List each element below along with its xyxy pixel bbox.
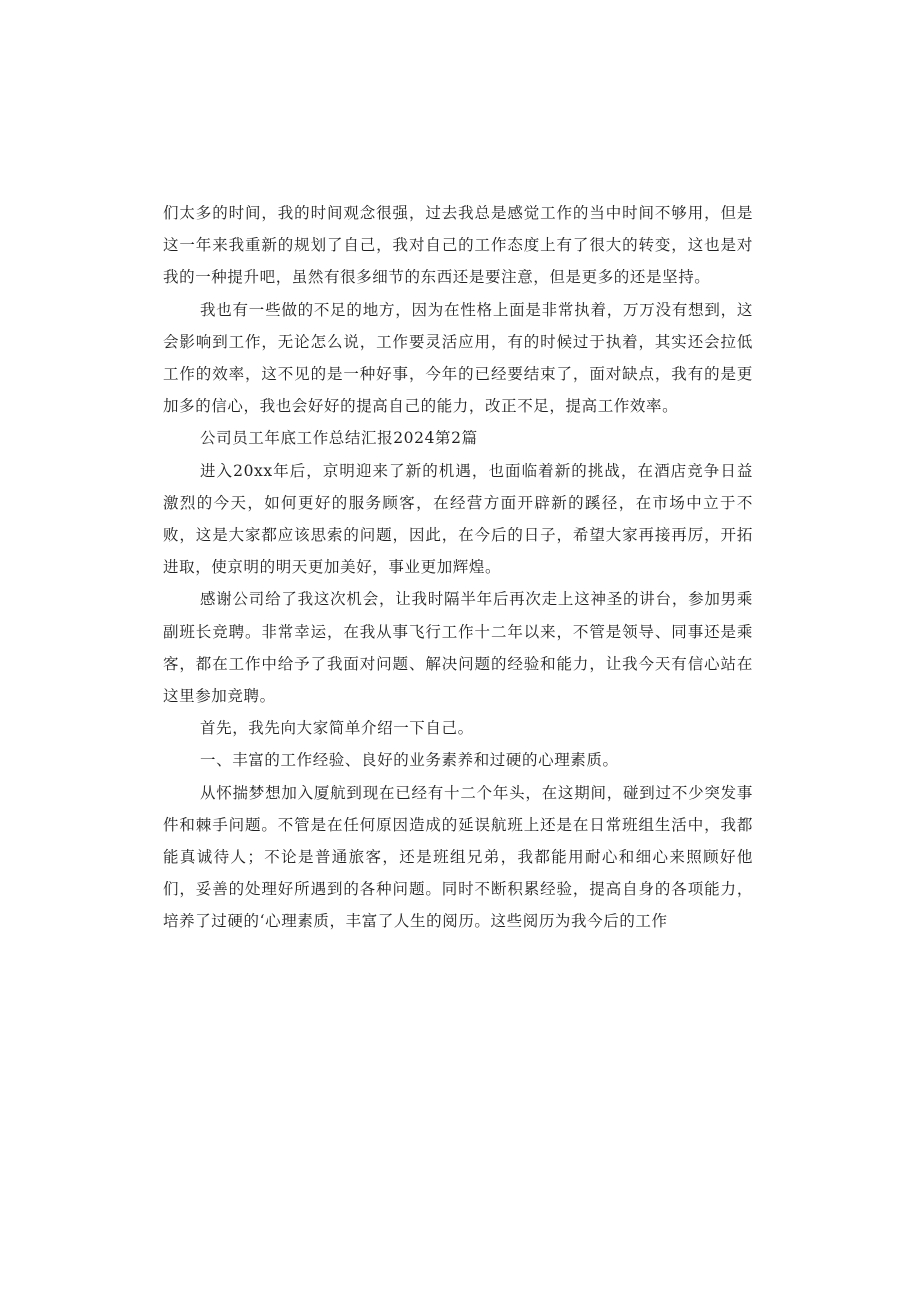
section-heading: 公司员工年底工作总结汇报2024第2篇: [200, 429, 478, 448]
paragraph-new-opportunities: 进入20xx年后，京明迎来了新的机遇，也面临着新的挑战，在酒店竞争日益激烈的今天，如何更好的服务顾客，在经营方面开辟新的蹊径，在市场中立于不败，这是大家都应该思索的问题，因此，在今后的日子，希望大家再接再厉，开拓进取，使京明的明天更加美好，事业更加辉煌。: [163, 461, 753, 577]
document-body: [163, 197, 753, 938]
paragraph-gratitude: 感谢公司给了我这次机会，让我时隔半年后再次走上这神圣的讲台，参加男乘副班长竞聘。非常幸运，在我从事飞行工作十二年以来，不管是领导、同事还是乘客，都在工作中给予了我面对问题、解决问题的经验和能力，让我今天有信心站在这里参加竞聘。: [163, 590, 753, 706]
paragraph-point-one: 一、丰富的工作经验、良好的业务素养和过硬的心理素质。: [200, 751, 619, 770]
paragraph-introduction: 首先，我先向大家简单介绍一下自己。: [200, 719, 474, 738]
paragraph-experience: 从怀揣梦想加入厦航到现在已经有十二个年头，在这期间，碰到过不少突发事件和棘手问题。不管是在任何原因造成的延误航班上还是在日常班组生活中，我都能真诚待人；不论是普通旅客，还是班组兄弟，我都能用耐心和细心来照顾好他们，妥善的处理好所遇到的各种问题。同时不断积累经验，提高自身的各项能力，培养了过硬的‘心理素质，丰富了人生的阅历。这些阅历为我今后的工作: [163, 783, 753, 931]
paragraph-shortcomings: 我也有一些做的不足的地方，因为在性格上面是非常执着，万万没有想到，这会影响到工作，无论怎么说，工作要灵活应用，有的时候过于执着，其实还会拉低工作的效率，这不见的是一种好事，今年的已经要结束了，面对缺点，我有的是更加多的信心，我也会好好的提高自己的能力，改正不足，提高工作效率。: [163, 300, 753, 416]
paragraph-continuation: 们太多的时间，我的时间观念很强，过去我总是感觉工作的当中时间不够用，但是这一年来我重新的规划了自己，我对自己的工作态度上有了很大的转变，这也是对我的一种提升吧，虽然有很多细节的东西还是要注意，但是更多的还是坚持。: [163, 204, 753, 287]
